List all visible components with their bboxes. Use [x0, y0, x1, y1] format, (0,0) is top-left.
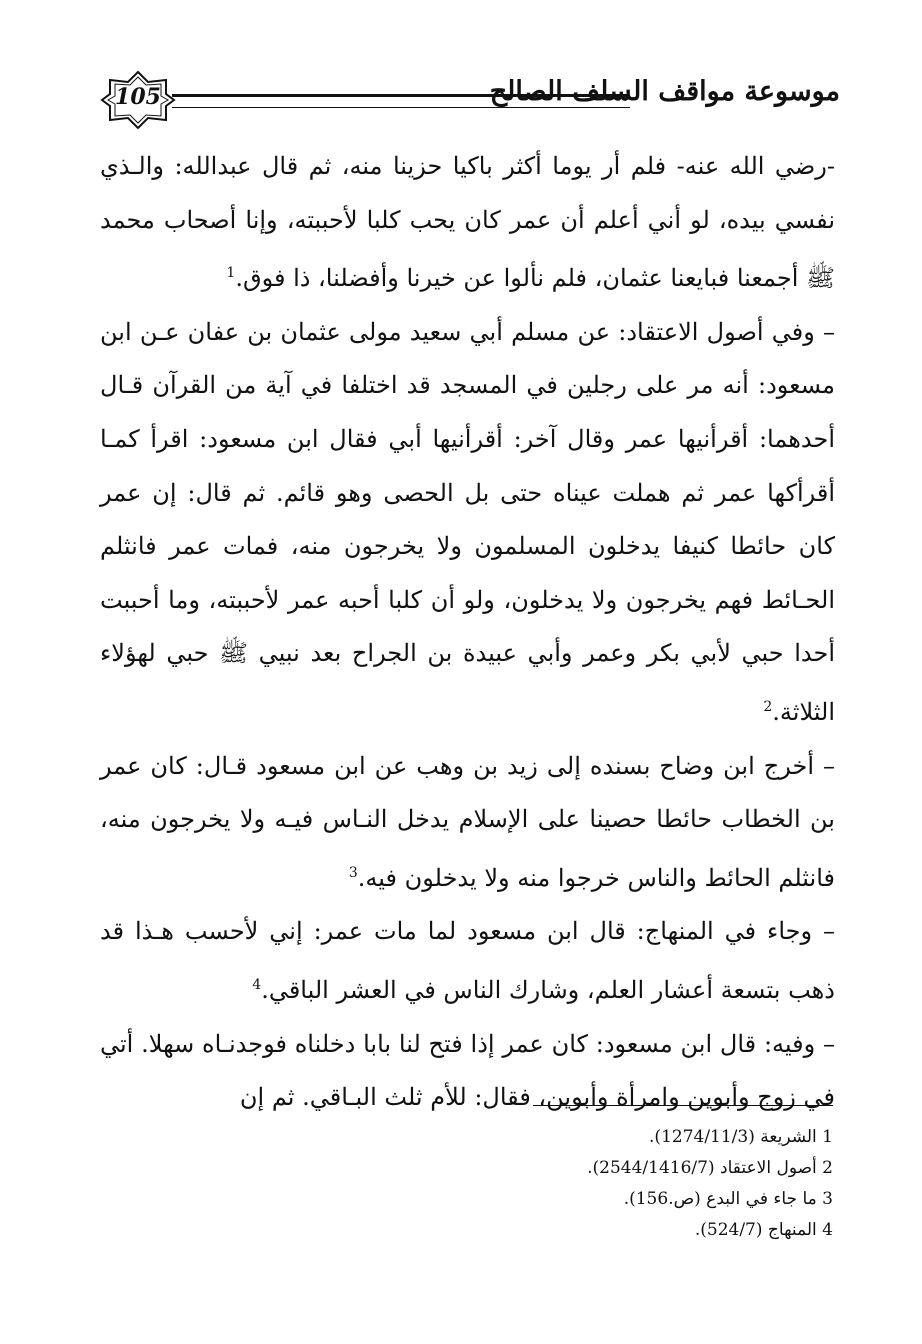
- footnote: 3 ما جاء في البدع (ص.156).: [623, 1189, 833, 1209]
- paragraph: – وفي أصول الاعتقاد: عن مسلم أبي سعيد مولى عثمان بن عفان عـن ابن مسعود: أنه مر على رجلين في المسجد قد اختلفا في آية من القرآن قـال أحدهما: أقرأنيها عمر وقال آخر: أقرأنيها أبي فقال ابن مسعود: اقرأ كمـا أقرأكها عمر ثم هملت عيناه حتى بل الحصى وهو قائم. ثم قال: إن عمر كان حائطا كنيفا يدخلون المسلمون ولا يخرجون منه، فمات عمر فانثلم الحـائط فهم يخرجون ولا يدخلون، ولو أن كلبا أحبه عمر لأحببته، وما أحببت أحدا حبي لأبي بكر وعمر وأبي عبيدة بن الجراح بعد نبيي ﷺ حبي لهؤلاء الثلاثة.$^2$: [100, 317, 836, 726]
- footnote: 4 المنهاج (524/7).: [694, 1220, 833, 1240]
- footnote-divider: [533, 1105, 833, 1106]
- paragraph: -رضي الله عنه- فلم أر يوما أكثر باكيا حزينا منه، ثم قال عبدالله: والـذي نفسي بيده، لو أني أعلم أن عمر كان يحب كلبا لأحببته، وإنا أصحاب محمد ﷺ أجمعنا فبايعنا عثمان، فلم نألوا عن خيرنا وأفضلنا، ذا فوق.$^1$: [100, 152, 835, 293]
- book-title: موسوعة مواقف السلف الصالح: [489, 76, 840, 107]
- page-number: 105: [115, 84, 161, 110]
- page-header: [100, 70, 840, 130]
- paragraph: – وفيه: قال ابن مسعود: كان عمر إذا فتح لنا بابا دخلناه فوجدنـاه سهلا. أتي في زوج وأبوين وامرأة وأبوين، فقال: للأم ثلث البـاقي. ثم إن: [100, 1029, 835, 1112]
- footnote: 1 الشريعة (1274/11/3).: [649, 1127, 833, 1147]
- footnote: 2 أصول الاعتقاد (2544/1416/7).: [587, 1158, 833, 1178]
- paragraph: – أخرج ابن وضاح بسنده إلى زيد بن وهب عن ابن مسعود قـال: كان عمر بن الخطاب حائطا حصينا على الإسلام يدخل النـاس فيـه ولا يخرجون منه، فانثلم الحائط والناس خرجوا منه ولا يدخلون فيه.$^3$: [100, 751, 835, 892]
- footnote-ref: 1: [226, 265, 236, 282]
- paragraph: – وجاء في المنهاج: قال ابن مسعود لما مات عمر: إني لأحسب هـذا قد ذهب بتسعة أعشار العلم، وشارك الناس في العشر الباقي.$^4$: [100, 917, 835, 1004]
- footnote-ref: 4: [252, 976, 262, 993]
- main-text: [100, 140, 835, 1125]
- footnotes: [400, 1122, 833, 1246]
- footnote-ref: 3: [348, 864, 358, 881]
- footnote-ref: 2: [763, 698, 773, 715]
- page-number-badge: [100, 70, 176, 130]
